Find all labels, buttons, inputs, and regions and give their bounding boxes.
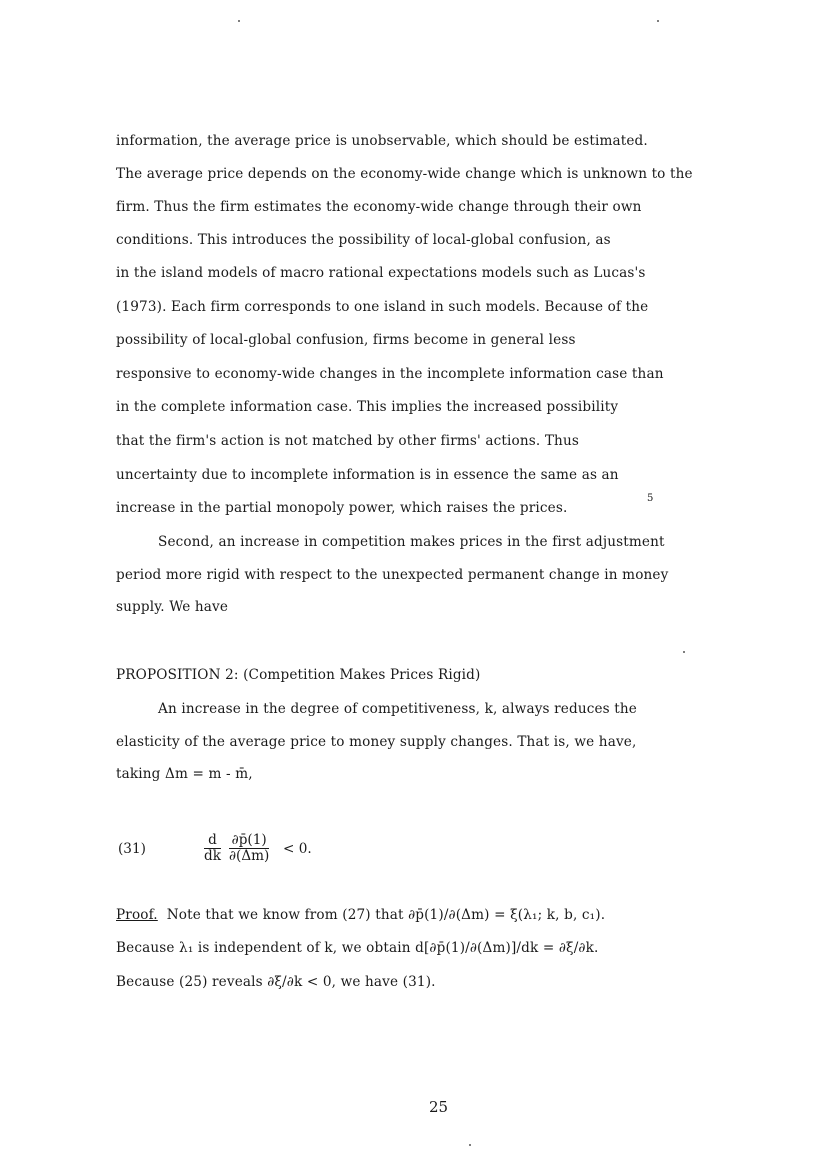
text-line: The average price depends on the economy-wide change which is unknown to the [116, 166, 693, 182]
fraction-denominator: dk [204, 848, 221, 864]
proposition-title: PROPOSITION 2: (Competition Makes Prices Rigid) [116, 667, 481, 683]
text-line: uncertainty due to incomplete information is in essence the same as an [116, 467, 619, 483]
equation-number: (31) [118, 841, 146, 857]
elasticity-fraction [229, 833, 269, 864]
proof-text: Note that we know from (27) that ∂p̄(1)/∂(Δm) = ξ(λ₁; k, b, c₁). [157, 907, 606, 923]
fraction-denominator: ∂(Δm) [229, 848, 270, 864]
fraction-numerator: ∂p̄(1) [229, 833, 269, 849]
text-line: elasticity of the average price to money supply changes. That is, we have, [116, 734, 637, 750]
equation-relation: < 0. [283, 841, 312, 857]
text-line: increase in the partial monopoly power, which raises the prices. [116, 500, 568, 516]
text-line: information, the average price is unobservable, which should be estimated. [116, 133, 648, 149]
text-line: An increase in the degree of competitiveness, k, always reduces the [158, 701, 637, 717]
page-number: 25 [429, 1098, 449, 1116]
scan-speck [469, 1144, 471, 1146]
text-line: period more rigid with respect to the unexpected permanent change in money [116, 567, 669, 583]
text-line: firm. Thus the firm estimates the economy-wide change through their own [116, 199, 642, 215]
text-line: in the complete information case. This implies the increased possibility [116, 399, 619, 415]
text-line: Because (25) reveals ∂ξ/∂k < 0, we have (31). [116, 974, 436, 990]
proof-label: Proof. [116, 907, 158, 923]
text-line [116, 907, 605, 923]
text-line: supply. We have [116, 599, 229, 615]
fraction-numerator: d [204, 833, 221, 849]
footnote-marker: 5 [647, 493, 654, 504]
text-line: conditions. This introduces the possibility of local-global confusion, as [116, 232, 611, 248]
text-line: that the firm's action is not matched by other firms' actions. Thus [116, 433, 579, 449]
text-line: taking Δm = m - m̄, [116, 766, 253, 782]
text-line: Second, an increase in competition makes prices in the first adjustment [158, 534, 665, 550]
derivative-operator [204, 833, 221, 864]
scan-speck [238, 20, 240, 22]
scan-speck [657, 20, 659, 22]
text-line: (1973). Each firm corresponds to one island in such models. Because of the [116, 299, 649, 315]
text-line: possibility of local-global confusion, firms become in general less [116, 332, 576, 348]
text-line: in the island models of macro rational expectations models such as Lucas's [116, 265, 646, 281]
scan-speck [683, 651, 685, 653]
text-line: responsive to economy-wide changes in the incomplete information case than [116, 366, 664, 382]
text-line: Because λ₁ is independent of k, we obtain d[∂p̄(1)/∂(Δm)]/dk = ∂ξ/∂k. [116, 940, 599, 956]
